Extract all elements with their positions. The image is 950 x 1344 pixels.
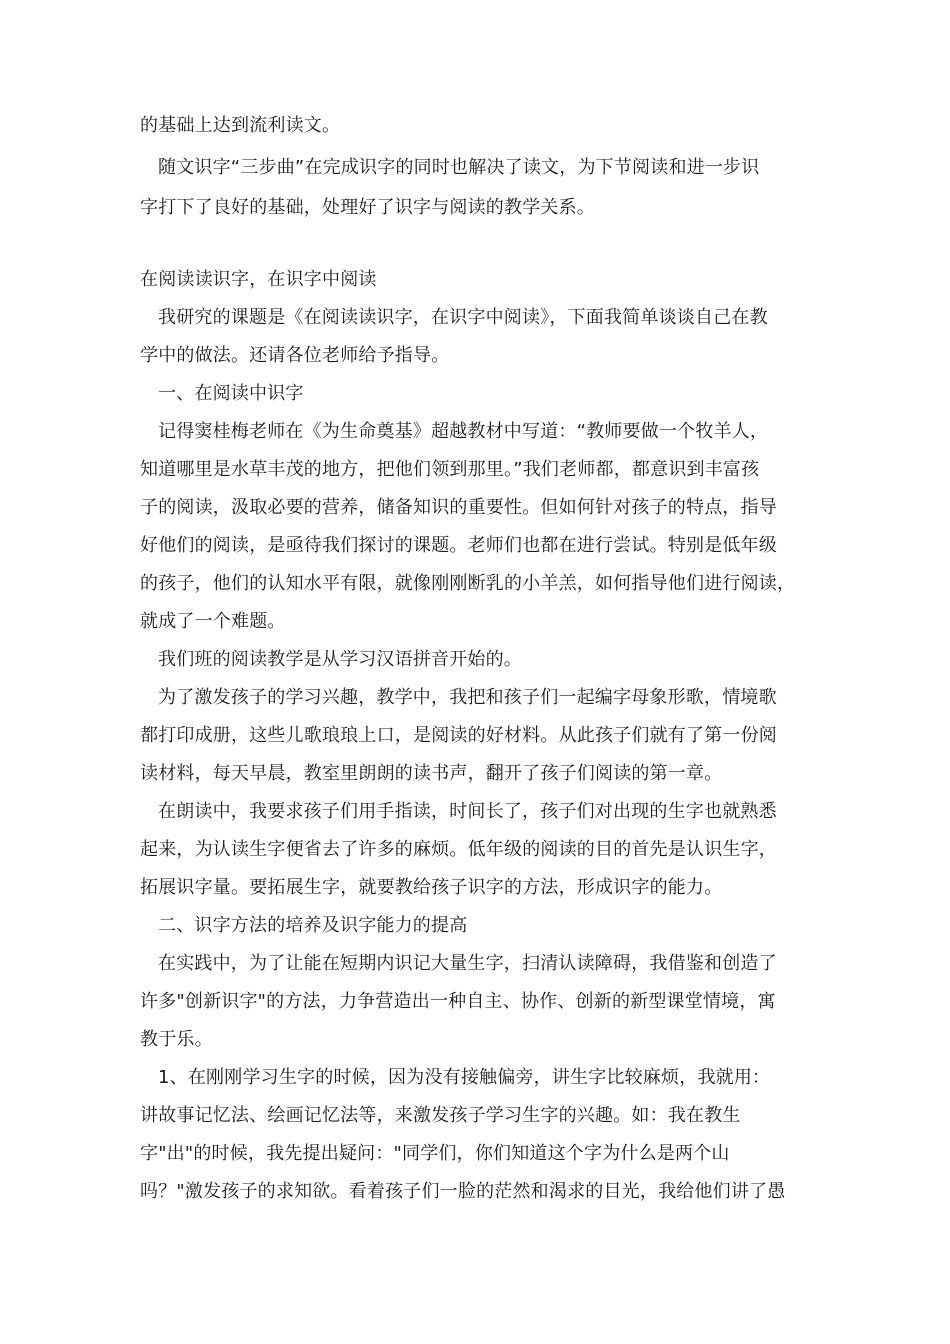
text-line: 字打下了良好的基础，处理好了识字与阅读的教学关系。 bbox=[140, 197, 595, 218]
text-line: 起来，为认读生字便省去了许多的麻烦。低年级的阅读的目的首先是认识生字， bbox=[140, 839, 777, 860]
text-line: 为了激发孩子的学习兴趣，教学中，我把和孩子们一起编字母象形歌，情境歌 bbox=[158, 687, 777, 708]
text-line: 读材料，每天早晨，教室里朗朗的读书声，翻开了孩子们阅读的第一章。 bbox=[140, 763, 723, 784]
text-line: 都打印成册，这些儿歌琅琅上口，是阅读的好材料。从此孩子们就有了第一份阅 bbox=[140, 725, 777, 746]
text-line: 子的阅读，汲取必要的营养，储备知识的重要性。但如何针对孩子的特点，指导 bbox=[140, 497, 777, 518]
text-line: 就成了一个难题。 bbox=[140, 611, 286, 632]
text-line: 拓展识字量。要拓展生字，就要教给孩子识字的方法，形成识字的能力。 bbox=[140, 877, 723, 898]
text-line: 讲故事记忆法、绘画记忆法等，来激发孩子学习生字的兴趣。如：我在教生 bbox=[140, 1105, 741, 1126]
text-line: 好他们的阅读，是亟待我们探讨的课题。老师们也都在进行尝试。特别是低年级 bbox=[140, 535, 777, 556]
text-line: 教于乐。 bbox=[140, 1029, 213, 1050]
text-line: 字"出"的时候，我先提出疑问："同学们，你们知道这个字为什么是两个山 bbox=[140, 1143, 730, 1164]
section-heading: 一、在阅读中识字 bbox=[158, 383, 304, 404]
text-line: 我研究的课题是《在阅读读识字，在识字中阅读》，下面我简单谈谈自己在教 bbox=[158, 307, 768, 328]
section-heading: 二、识字方法的培养及识字能力的提高 bbox=[158, 915, 468, 936]
text-line: 在朗读中，我要求孩子们用手指读，时间长了，孩子们对出现的生字也就熟悉 bbox=[158, 801, 777, 822]
text-line: 我们班的阅读教学是从学习汉语拼音开始的。 bbox=[158, 649, 522, 670]
text-line: 随文识字“三步曲”在完成识字的同时也解决了读文，为下节阅读和进一步识 bbox=[158, 157, 760, 178]
text-line: 1、在刚刚学习生字的时候，因为没有接触偏旁，讲生字比较麻烦，我就用： bbox=[158, 1067, 771, 1088]
text-line: 吗？"激发孩子的求知欲。看着孩子们一脸的茫然和渴求的目光，我给他们讲了愚 bbox=[140, 1181, 786, 1202]
text-line: 知道哪里是水草丰茂的地方，把他们领到那里。”我们老师都，都意识到丰富孩 bbox=[140, 459, 760, 480]
text-line: 记得窦桂梅老师在《为生命奠基》超越教材中写道：“教师要做一个牧羊人， bbox=[158, 421, 769, 442]
text-line: 的孩子，他们的认知水平有限，就像刚刚断乳的小羊羔，如何指导他们进行阅读， bbox=[140, 573, 796, 594]
text-line: 的基础上达到流利读文。 bbox=[140, 115, 341, 136]
text-line: 学中的做法。还请各位老师给予指导。 bbox=[140, 345, 450, 366]
text-line: 许多"创新识字"的方法，力争营造出一种自主、协作、创新的新型课堂情境，寓 bbox=[140, 991, 776, 1012]
text-line: 在实践中，为了让能在短期内识记大量生字，扫清认读障碍，我借鉴和创造了 bbox=[158, 953, 777, 974]
section-heading: 在阅读读识字，在识字中阅读 bbox=[140, 269, 377, 290]
